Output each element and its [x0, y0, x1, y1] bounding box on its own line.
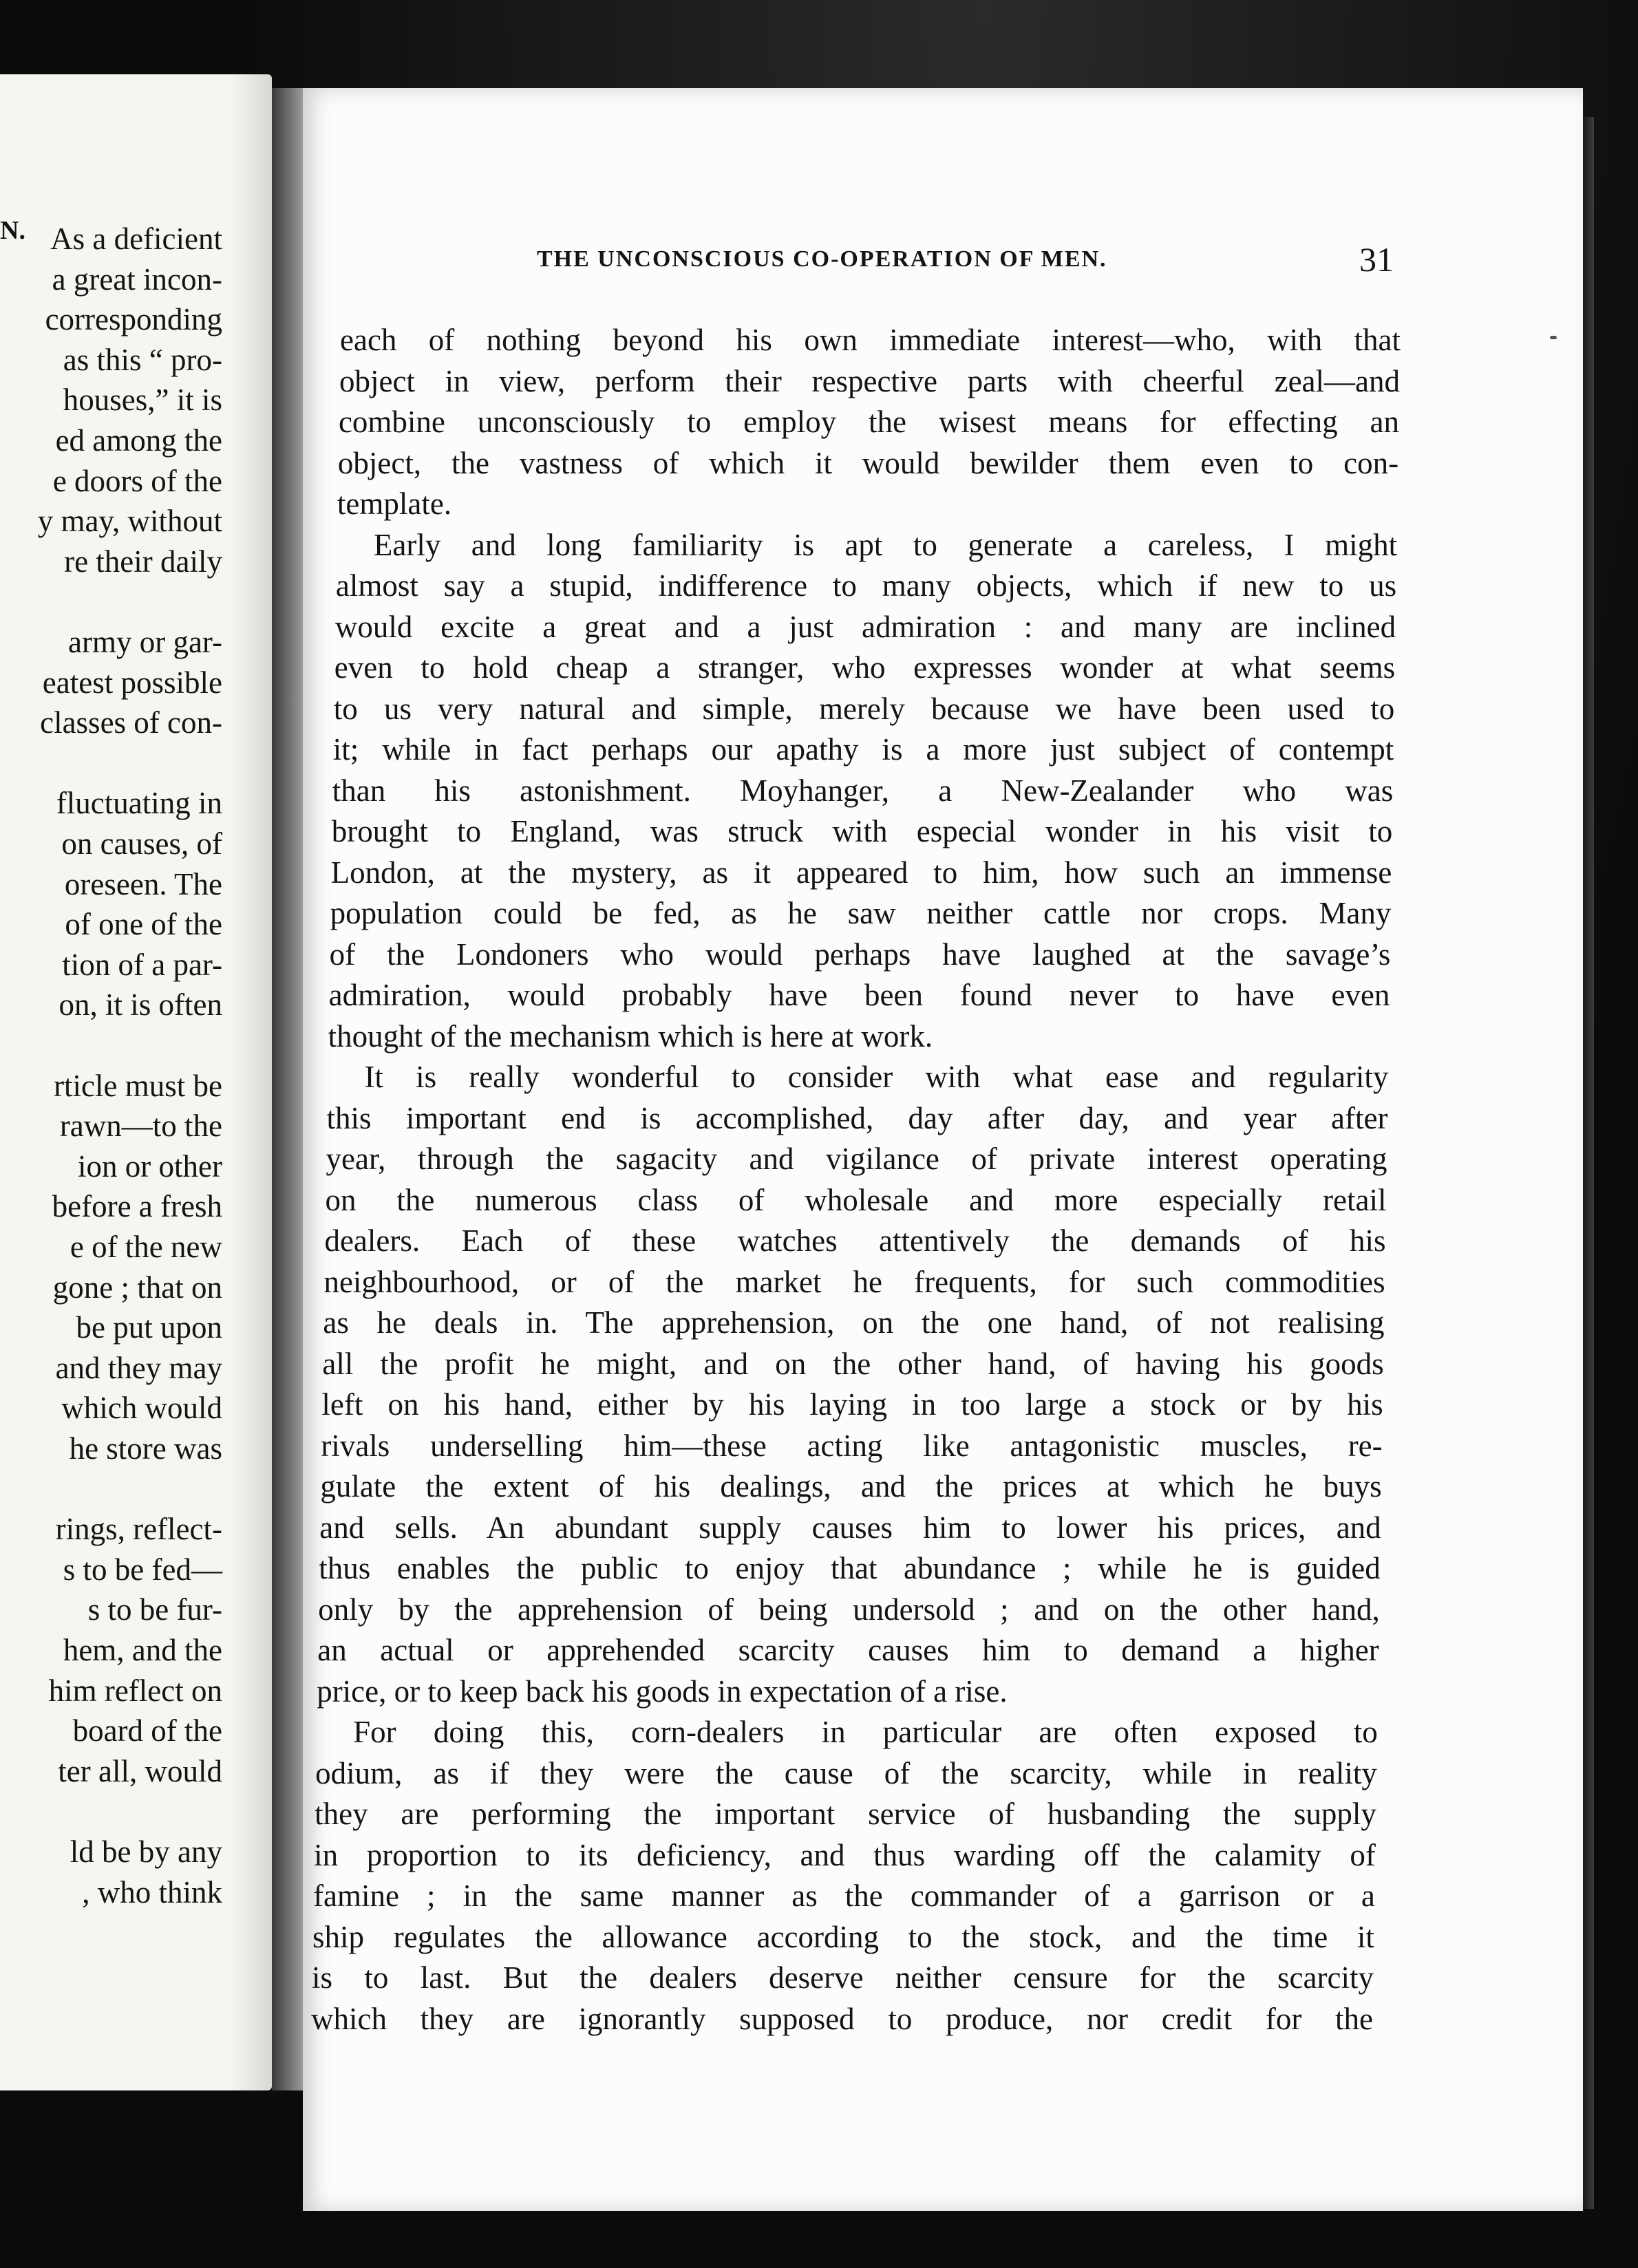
body-text-line: neighbourhood, or of the market he frequents, for such commodities	[323, 1264, 1385, 1299]
left-page-line: As a deficient	[50, 222, 222, 256]
body-text-line: price, or to keep back his goods in expectation of a rise.	[317, 1673, 1008, 1709]
body-text-line: gulate the extent of his dealings, and the prices at which he buys	[320, 1469, 1382, 1504]
body-text-line: London, at the mystery, as it appeared to him, how such an immense	[330, 855, 1392, 890]
body-text-line: year, through the sagacity and vigilance of private interest operating	[326, 1142, 1387, 1177]
left-page-line: on, it is often	[58, 987, 222, 1023]
body-text-line: odium, as if they were the cause of the scarcity, while in reality	[315, 1755, 1377, 1790]
body-text-line: each of nothing beyond his own immediate interest—who, with that	[340, 323, 1401, 357]
body-text-line: For doing this, corn-dealers in particular are often exposed to	[353, 1715, 1378, 1750]
body-text-line: as he deals in. The apprehension, on the one hand, of not realising	[323, 1305, 1385, 1340]
left-page-line: rawn—to the	[59, 1109, 222, 1144]
left-page-line: houses,” it is	[63, 383, 222, 418]
left-page-line: him reflect on	[48, 1673, 222, 1708]
left-page-line: eatest possible	[42, 665, 222, 700]
body-text-line: object in view, perform their respective parts with cheerful zeal—and	[339, 363, 1401, 398]
body-text-line: It is really wonderful to consider with what ease and regularity	[364, 1060, 1389, 1095]
left-page-line: y may, without	[37, 504, 222, 539]
left-page-line: as this “ pro-	[63, 342, 222, 377]
left-page-line: rticle must be	[54, 1068, 222, 1103]
left-page-line: of one of the	[65, 907, 222, 942]
running-head: THE UNCONSCIOUS CO-OPERATION OF MEN.	[537, 246, 1107, 272]
page-edge	[1583, 117, 1594, 2209]
body-text-line: thought of the mechanism which is here at work.	[328, 1018, 933, 1053]
body-text-line: thus enables the public to enjoy that abundance ; while he is guided	[319, 1551, 1381, 1586]
left-page-line: ed among the	[55, 423, 222, 458]
left-page-line: rings, reflect-	[55, 1512, 222, 1547]
body-text-line: of the Londoners who would perhaps have laughed at the savage’s	[329, 937, 1391, 972]
body-text-line: object, the vastness of which it would bewilder them even to con-	[337, 445, 1399, 480]
body-text-line: they are performing the important service of husbanding the supply	[315, 1797, 1376, 1832]
body-text-line: ship regulates the allowance according to the stock, and the time it	[312, 1919, 1374, 1954]
body-text-line: in proportion to its deficiency, and thus warding off the calamity of	[314, 1837, 1376, 1872]
body-text-line: than his astonishment. Moyhanger, a New-Zealander who was	[332, 773, 1394, 808]
left-page-line: e of the new	[70, 1230, 222, 1264]
body-text-line: even to hold cheap a stranger, who expresses wonder at what seems	[334, 650, 1396, 685]
left-page-line: e doors of the	[52, 463, 222, 498]
left-page-line: and they may	[55, 1350, 222, 1385]
left-page-line: be put upon	[76, 1310, 222, 1345]
left-page-line: before a fresh	[52, 1189, 222, 1224]
left-page	[0, 74, 272, 2090]
left-page-line: which would	[61, 1391, 222, 1426]
left-page-line: army or gar-	[68, 625, 222, 659]
left-page-line: , who think	[82, 1874, 222, 1909]
left-page-line: board of the	[72, 1713, 222, 1748]
left-page-line: ld be by any	[70, 1834, 222, 1869]
body-text-line: this important end is accomplished, day after day, and year after	[326, 1100, 1388, 1135]
body-text-line: brought to England, was struck with especial wonder in his visit to	[331, 814, 1393, 849]
body-text-line: rivals underselling him—these acting like antagonistic muscles, re-	[321, 1428, 1383, 1463]
body-text-line: to us very natural and simple, merely because we have been used to	[333, 691, 1395, 726]
left-page-line: fluctuating in	[56, 786, 222, 821]
body-text-line: which they are ignorantly supposed to produce, nor credit for the	[311, 2002, 1373, 2036]
body-text-line: Early and long familiarity is apt to generate a careless, I might	[373, 527, 1398, 562]
left-page-line: s to be fur-	[87, 1592, 222, 1627]
left-page-line: hem, and the	[63, 1633, 222, 1667]
body-text-line: famine ; in the same manner as the commander of a garrison or a	[313, 1879, 1375, 1914]
left-page-line: on causes, of	[61, 826, 222, 861]
body-text-line: on the numerous class of wholesale and more especially retail	[325, 1182, 1387, 1217]
left-page-line: s to be fed—	[63, 1552, 222, 1587]
left-page-line: corresponding	[45, 302, 222, 337]
left-page-line: tion of a par-	[62, 947, 222, 982]
body-text-line: almost say a stupid, indifference to many objects, which if new to us	[335, 568, 1397, 603]
body-text-line: only by the apprehension of being undersold ; and on the other hand,	[318, 1592, 1380, 1627]
left-page-line: gone ; that on	[52, 1270, 222, 1305]
scan-speck	[1550, 336, 1557, 339]
left-page-line: ion or other	[78, 1148, 222, 1184]
left-page-line: re their daily	[64, 544, 222, 579]
body-text-line: combine unconsciously to employ the wisest means for effecting an	[338, 405, 1400, 440]
left-page-line: classes of con-	[40, 705, 222, 740]
left-page-line: oreseen. The	[64, 866, 222, 901]
left-page-line: a great incon-	[52, 261, 222, 297]
left-page-header-fragment: N.	[0, 216, 25, 245]
left-page-line: he store was	[69, 1431, 222, 1466]
body-text-line: an actual or apprehended scarcity causes him to demand a higher	[317, 1633, 1379, 1668]
body-text-line: left on his hand, either by his laying in too large a stock or by his	[321, 1387, 1383, 1422]
page-number: 31	[1359, 240, 1394, 279]
body-text-line: would excite a great and a just admiration : and many are inclined	[334, 609, 1396, 644]
body-text-line: it; while in fact perhaps our apathy is a more just subject of contempt	[332, 732, 1394, 767]
left-page-line: ter all, would	[58, 1753, 222, 1788]
body-text-line: and sells. An abundant supply causes him to lower his prices, and	[319, 1510, 1381, 1545]
body-text-line: admiration, would probably have been found never to have even	[328, 978, 1390, 1013]
body-text-line: dealers. Each of these watches attentively the demands of his	[324, 1223, 1386, 1259]
body-text-line: population could be fed, as he saw neither cattle nor crops. Many	[330, 896, 1392, 931]
body-text-line: all the profit he might, and on the other hand, of having his goods	[322, 1346, 1384, 1381]
body-text-line: is to last. But the dealers deserve neither censure for the scarcity	[312, 1960, 1374, 1996]
body-text-line: template.	[337, 486, 452, 522]
